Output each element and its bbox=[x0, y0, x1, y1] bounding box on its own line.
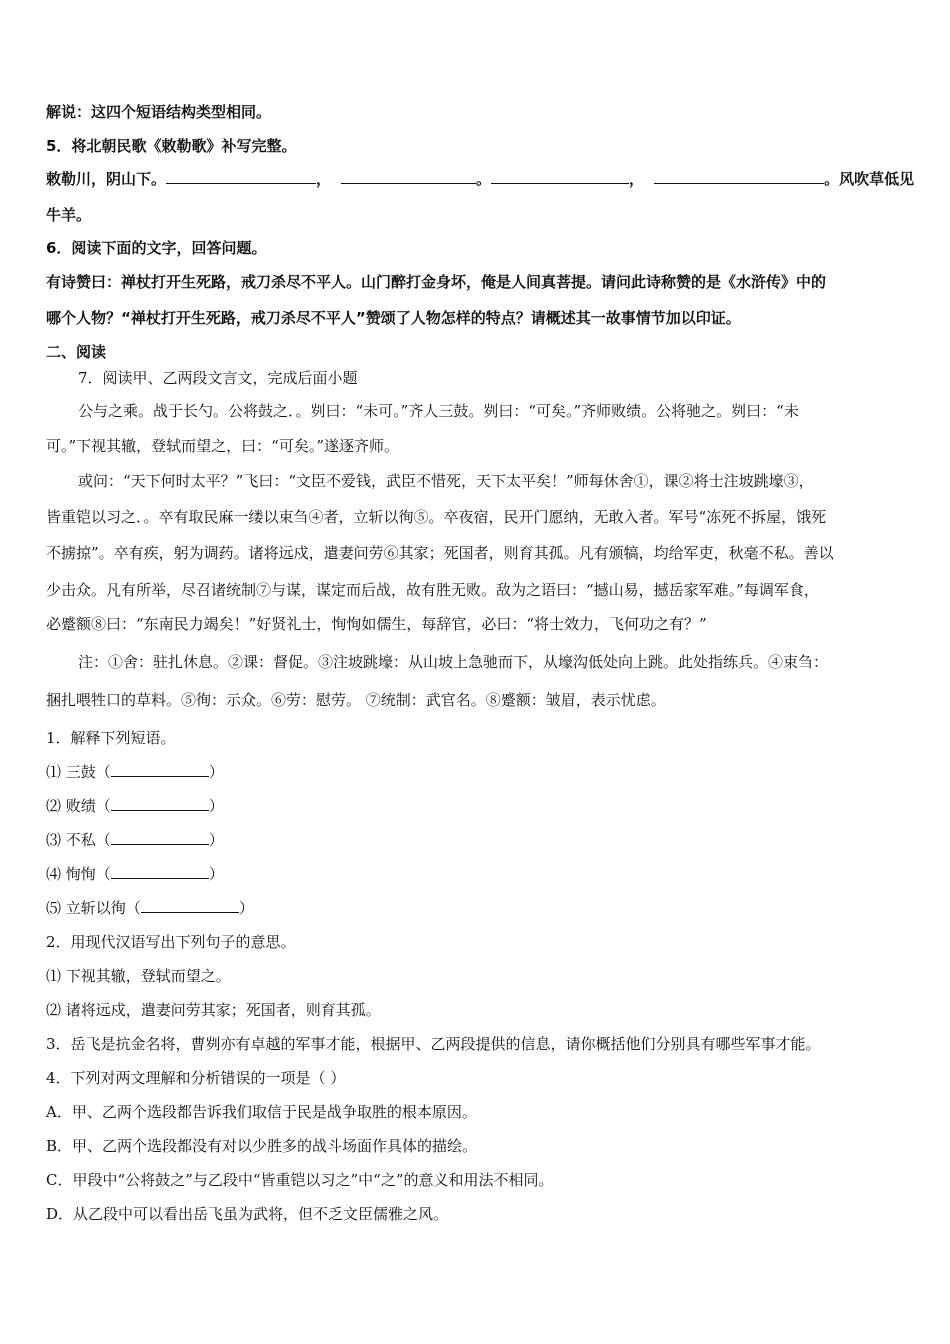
item-num: ⑵ bbox=[46, 797, 62, 815]
sub2-item: ⑵ 诸将远戍，遣妻问劳其家；死国者，则育其孤。 bbox=[46, 1001, 381, 1019]
blank-2[interactable] bbox=[341, 169, 476, 184]
question-6-text: 有诗赞曰：禅杖打开生死路，戒刀杀尽不平人。山门醉打金身坏，俺是人间真菩提。请问此诗称赞的是《水浒传》中的 bbox=[46, 273, 827, 291]
passage-b-line: 皆重铠以习之．。卒有取民麻一缕以束刍④者，立斩以徇⑤。卒夜宿，民开门愿纳，无敢入者。军号“冻死不拆屋，饿死 bbox=[46, 508, 827, 526]
poem-end: 。风吹草低见 bbox=[824, 170, 915, 188]
paren: ） bbox=[208, 763, 224, 781]
sub-question-2-title: 2．用现代汉语写出下列句子的意思。 bbox=[46, 933, 296, 951]
question-5-title: 5．将北朝民歌《敕勒歌》补写完整。 bbox=[46, 137, 297, 155]
sub-question-4-title: 4．下列对两文理解和分析错误的一项是（ ） bbox=[46, 1069, 346, 1087]
option-a: A．甲、乙两个选段都告诉我们取信于民是战争取胜的根本原因。 bbox=[46, 1103, 477, 1121]
sep: 。 bbox=[476, 170, 492, 188]
item-word: 不私（ bbox=[65, 831, 111, 849]
sub-question-3: 3．岳飞是抗金名将，曹刿亦有卓越的军事才能，根据甲、乙两段提供的信息，请你概括他们分别具有哪些军事才能。 bbox=[46, 1035, 821, 1053]
item-num: ⑸ bbox=[46, 899, 62, 917]
passage-b-line: 少击众。凡有所举，尽召诸统制⑦与谋，谋定而后战，故有胜无败。敌为之语曰：“撼山易，撼岳家军难。”每调军食， bbox=[46, 581, 819, 599]
sub-question-1-title: 1．解释下列短语。 bbox=[46, 729, 176, 747]
sub1-item bbox=[46, 796, 224, 816]
item-word: 恂恂（ bbox=[65, 865, 111, 883]
option-d: D．从乙段中可以看出岳飞虽为武将，但不乏文臣儒雅之风。 bbox=[46, 1205, 449, 1223]
question-7-title: 7．阅读甲、乙两段文言文，完成后面小题 bbox=[78, 369, 358, 387]
section-heading: 二、阅读 bbox=[46, 343, 107, 361]
question-5-fill bbox=[46, 169, 914, 189]
passage-a-line: 可。”下视其辙，登轼而望之，曰：“可矣。”遂逐齐师。 bbox=[46, 437, 400, 455]
answer-blank[interactable] bbox=[111, 762, 209, 777]
item-word: 立斩以徇（ bbox=[65, 899, 141, 917]
sub1-item bbox=[46, 898, 254, 918]
poem-start: 敕勒川，阴山下。 bbox=[46, 170, 167, 188]
item-word: 三鼓（ bbox=[65, 763, 111, 781]
paren: ） bbox=[208, 831, 224, 849]
answer-blank[interactable] bbox=[141, 898, 239, 913]
passage-b-line: 或问：“天下何时太平？”飞曰：“文臣不爱钱，武臣不惜死，天下太平矣！”师每休舍①，课②将士注坡跳壕③， bbox=[78, 472, 814, 490]
paren: ） bbox=[208, 797, 224, 815]
notes-line: 注：①舍：驻扎休息。②课：督促。③注坡跳壕：从山坡上急驰而下，从壕沟低处向上跳。此处指练兵。④束刍： bbox=[78, 653, 829, 671]
paren: ） bbox=[238, 899, 254, 917]
answer-blank[interactable] bbox=[111, 830, 209, 845]
blank-3[interactable] bbox=[491, 169, 629, 184]
question-6-text: 哪个人物？“禅杖打开生死路，戒刀杀尽不平人”赞颂了人物怎样的特点？请概述其一故事情节加以印证。 bbox=[46, 309, 741, 327]
sub1-item bbox=[46, 864, 224, 884]
passage-b-line: 不掳掠”。卒有疾，躬为调药。诸将远戍，遣妻问劳⑥其家；死国者，则育其孤。凡有颁犒，均给军吏，秋毫不私。善以 bbox=[46, 544, 834, 562]
sub2-item: ⑴ 下视其辙，登轼而望之。 bbox=[46, 967, 231, 985]
poem-end-2: 牛羊。 bbox=[46, 206, 92, 224]
paren: ） bbox=[208, 865, 224, 883]
sub1-item bbox=[46, 830, 224, 850]
notes-line: 捆扎喂牲口的草料。⑤徇：示众。⑥劳：慰劳。 ⑦统制：武官名。⑧蹙额：皱眉，表示忧虑。 bbox=[46, 691, 666, 709]
item-num: ⑴ bbox=[46, 763, 62, 781]
passage-b-line: 必蹙额⑧曰：“东南民力竭矣！”好贤礼士，恂恂如儒生，每辞官，必曰：“将士效力，飞何功之有？” bbox=[46, 615, 707, 633]
item-num: ⑷ bbox=[46, 865, 62, 883]
answer-blank[interactable] bbox=[111, 864, 209, 879]
explanation: 解说：这四个短语结构类型相同。 bbox=[46, 103, 272, 121]
blank-4[interactable] bbox=[654, 169, 824, 184]
blank-1[interactable] bbox=[166, 169, 316, 184]
answer-blank[interactable] bbox=[111, 796, 209, 811]
sub1-item bbox=[46, 762, 224, 782]
sep: ， bbox=[629, 170, 645, 188]
item-num: ⑶ bbox=[46, 831, 62, 849]
question-6-title: 6．阅读下面的文字，回答问题。 bbox=[46, 239, 267, 257]
option-b: B．甲、乙两个选段都没有对以少胜多的战斗场面作具体的描绘。 bbox=[46, 1137, 478, 1155]
option-c: C．甲段中“公将鼓之”与乙段中“皆重铠以习之”中“之”的意义和用法不相同。 bbox=[46, 1171, 554, 1189]
item-word: 败绩（ bbox=[65, 797, 111, 815]
passage-a-line: 公与之乘。战于长勺。公将鼓之．。刿曰：“未可。”齐人三鼓。刿曰：“可矣。”齐师败绩。公将驰之。刿曰：“未 bbox=[78, 402, 799, 420]
sep: ， bbox=[316, 170, 332, 188]
